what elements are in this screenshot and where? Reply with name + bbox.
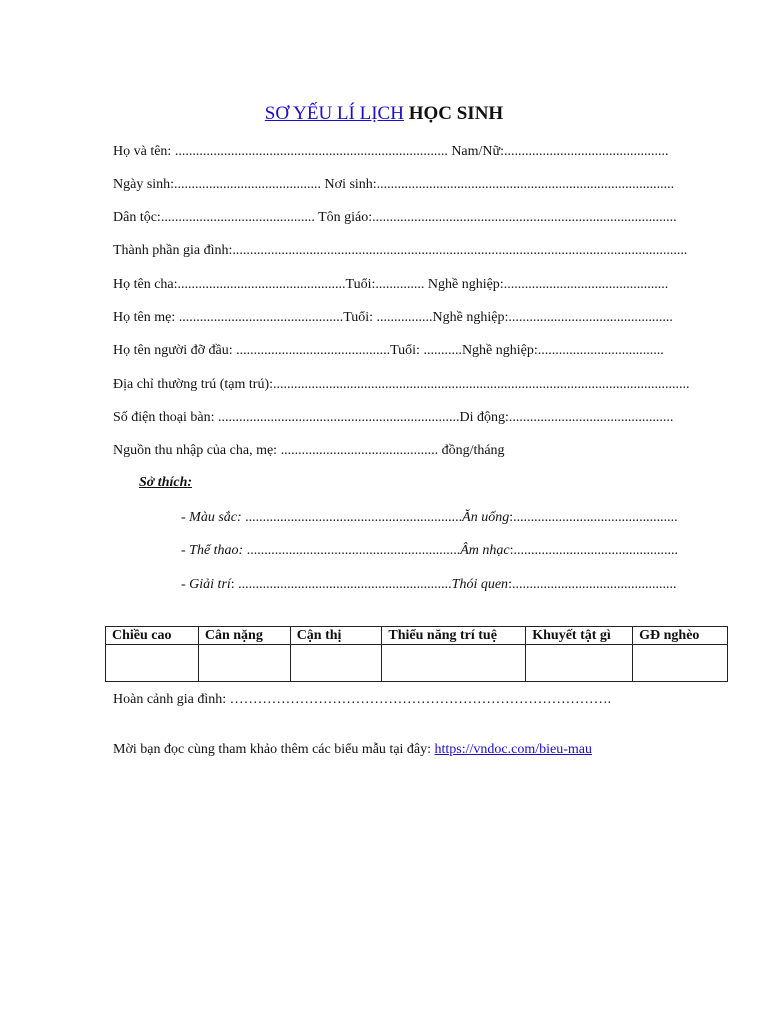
field-full-name: Họ và tên: .............................................................................. Nam/Nữ:............................................... bbox=[113, 144, 669, 159]
hobby-right-label: Thói quen bbox=[451, 577, 509, 592]
hobby-left-label: - Màu sắc: bbox=[181, 510, 242, 525]
hobby-row bbox=[181, 509, 719, 527]
field-birth: Ngày sinh:.......................................... Nơi sinh:..................................................................................... bbox=[113, 177, 675, 192]
hobby-left-label: - Thể thao: bbox=[181, 543, 244, 558]
field-income: Nguồn thu nhập của cha, mẹ: ............................................. đồng/tháng bbox=[113, 443, 505, 458]
field-family-background: Thành phần gia đình:.................................................................................................................................. bbox=[113, 243, 688, 258]
header-poor-household: GĐ nghèo bbox=[633, 627, 728, 645]
hobby-row bbox=[181, 542, 719, 560]
footer-text: Mời bạn đọc cùng tham khảo thêm các biểu mẫu tại đây: bbox=[113, 742, 435, 757]
hobby-left-dots: .............................................................. bbox=[241, 510, 463, 525]
hobbies-heading: Sở thích: bbox=[139, 475, 193, 490]
footer-note bbox=[113, 742, 592, 758]
title-link[interactable]: SƠ YẾU LÍ LỊCH bbox=[264, 103, 404, 124]
header-height: Chiều cao bbox=[106, 627, 199, 645]
table-cell[interactable] bbox=[290, 645, 382, 682]
field-address: Địa chỉ thường trú (tạm trú):....................................................................................................................... bbox=[113, 377, 690, 392]
header-weight: Cân nặng bbox=[198, 627, 290, 645]
hobby-right-label: Ăn uống bbox=[462, 510, 510, 525]
field-family-situation: Hoàn cảnh gia đình: ………………………………………………………………………. bbox=[113, 692, 612, 707]
table-cell[interactable] bbox=[198, 645, 290, 682]
table-row bbox=[106, 645, 728, 682]
field-guardian: Họ tên người đỡ đầu: ............................................Tuổi: ...........Nghề nghiệp:.................................... bbox=[113, 343, 664, 358]
table-cell[interactable] bbox=[526, 645, 633, 682]
hobby-right-dots: :............................................... bbox=[508, 577, 677, 592]
hobby-right-dots: :............................................... bbox=[509, 510, 678, 525]
table-cell[interactable] bbox=[382, 645, 526, 682]
header-intellectual-disability: Thiểu năng trí tuệ bbox=[382, 627, 526, 645]
footer-link[interactable]: https://vndoc.com/bieu-mau bbox=[434, 742, 593, 757]
health-table bbox=[105, 626, 728, 682]
header-myopia: Cận thị bbox=[290, 627, 382, 645]
field-ethnicity-religion: Dân tộc:............................................ Tôn giáo:....................................................................................... bbox=[113, 210, 677, 225]
hobby-row bbox=[181, 576, 719, 594]
hobby-left-label: - Giải trí bbox=[181, 577, 231, 592]
table-cell[interactable] bbox=[106, 645, 199, 682]
hobby-left-dots: ............................................................. bbox=[243, 543, 461, 558]
header-disability: Khuyết tật gì bbox=[526, 627, 633, 645]
table-cell[interactable] bbox=[633, 645, 728, 682]
field-father: Họ tên cha:................................................Tuổi:.............. Nghề nghiệp:............................................... bbox=[113, 277, 669, 292]
hobby-right-dots: :............................................... bbox=[509, 543, 678, 558]
title-rest: HỌC SINH bbox=[403, 103, 504, 124]
document-title bbox=[0, 103, 768, 125]
hobby-left-dots: : ............................................................. bbox=[230, 577, 452, 592]
field-mother: Họ tên mẹ: ...............................................Tuổi: ................Nghề nghiệp:............................................... bbox=[113, 310, 673, 325]
table-header-row bbox=[106, 627, 728, 645]
field-phone: Số điện thoại bàn: .....................................................................Di động:............................................... bbox=[113, 410, 674, 425]
hobby-right-label: Âm nhạc bbox=[460, 543, 510, 558]
